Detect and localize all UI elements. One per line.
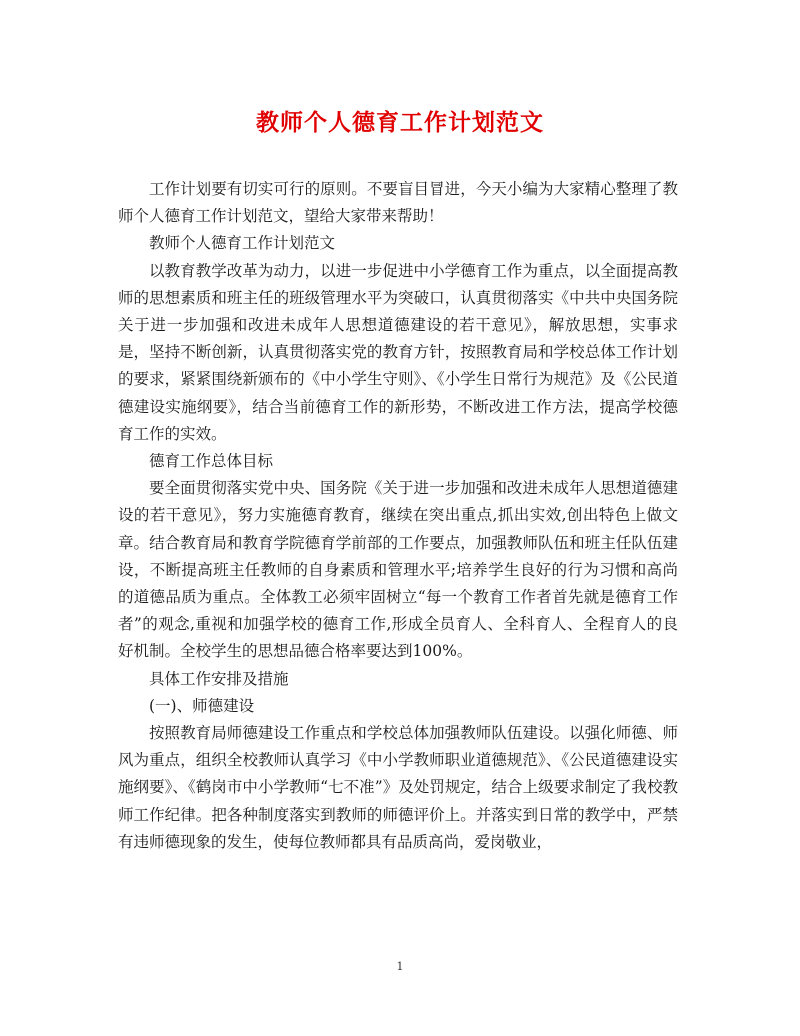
section-heading: 教师个人德育工作计划范文: [149, 234, 336, 253]
body-paragraph: 以教育教学改革为动力，以进一步促进中小学德育工作为重点，以全面提高教师的思想素质和班主任的班级管理水平为突破口，认真贯彻落实《中共中央国务院关于进一步加强和改进未成年人思想道德建设的若干意见》，解放思想，实事求是，坚持不断创新，认真贯彻落实党的教育方针，按照教育局和学校总体工作计划的要求，紧紧围绕新颁布的《中小学生守则》、《小学生日常行为规范》及《公民道德建设实施纲要》，结合当前德育工作的新形势，不断改进工作方法，提高学校德育工作的实效。: [118, 261, 678, 443]
intro-paragraph: 工作计划要有切实可行的原则。不要盲目冒进，今天小编为大家精心整理了教师个人德育工作计划范文，望给大家带来帮助！: [118, 180, 678, 226]
section-heading: 具体工作安排及措施: [149, 669, 289, 688]
page-number: 1: [396, 960, 404, 973]
document-title: 教师个人德育工作计划范文: [256, 109, 544, 136]
subsection-heading: (一)、师德建设: [149, 696, 255, 715]
body-paragraph: 按照教育局师德建设工作重点和学校总体加强教师队伍建设。以强化师德、师风为重点，组织全校教师认真学习《中小学教师职业道德规范》、《公民道德建设实施纲要》、《鹤岗市中小学教师“七不准”》及处罚规定，结合上级要求制定了我校教师工作纪律。把各种制度落实到教师的师德评价上。并落实到日常的教学中，严禁有违师德现象的发生，使每位教师都具有品质高尚，爱岗敬业，: [118, 724, 678, 851]
body-paragraph: 要全面贯彻落实党中央、国务院《关于进一步加强和改进未成年人思想道德建设的若干意见》，努力实施德育教育，继续在突出重点,抓出实效,创出特色上做文章。结合教育局和教育学院德育学前部的工作要点，加强教师队伍和班主任队伍建设，不断提高班主任教师的自身素质和管理水平;培养学生良好的行为习惯和高尚的道德品质为重点。全体教工必须牢固树立“每一个教育工作者首先就是德育工作者”的观念,重视和加强学校的德育工作,形成全员育人、全科育人、全程育人的良好机制。全校学生的思想品德合格率要达到100%。: [118, 479, 678, 661]
section-heading: 德育工作总体目标: [149, 452, 274, 471]
document-body: [118, 176, 678, 856]
